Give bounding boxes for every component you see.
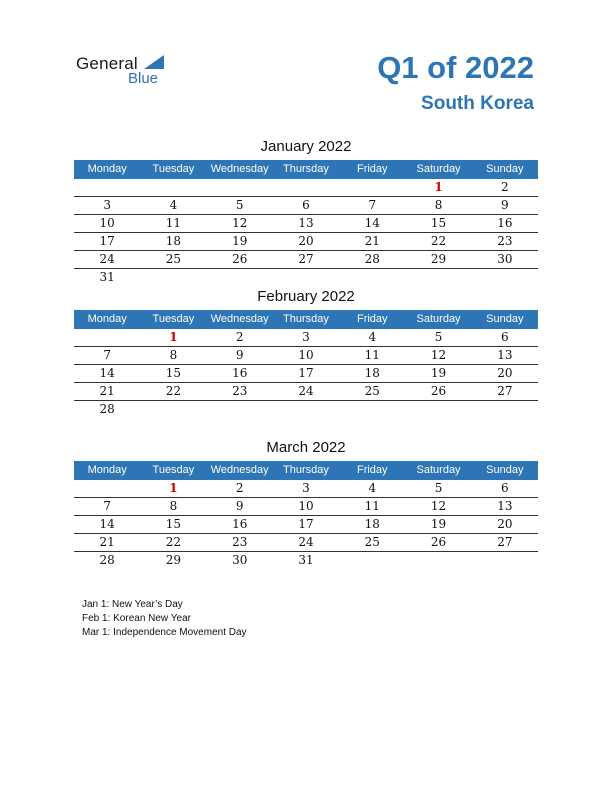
day-cell (472, 401, 538, 418)
day-cell: 4 (368, 481, 377, 495)
day-cell: 15 (165, 517, 182, 531)
day-cell: 2 (235, 330, 244, 344)
day-cell (405, 269, 471, 286)
day-cell: 25 (364, 535, 380, 549)
day-cell: 26 (232, 252, 248, 266)
day-cell (140, 269, 206, 286)
weekday-header (74, 461, 538, 480)
weekday-label: Tuesday (152, 313, 195, 325)
day-cell: 26 (430, 384, 447, 398)
day-cell: 27 (497, 535, 513, 549)
month-title: January 2022 (260, 138, 352, 155)
day-cell: 17 (99, 234, 115, 248)
day-cell: 15 (165, 366, 182, 380)
day-cell (339, 552, 405, 569)
day-cell: 9 (235, 499, 244, 513)
day-cell (74, 480, 140, 497)
weekday-label: Sunday (486, 313, 524, 325)
day-cell (472, 552, 538, 569)
day-cell: 29 (430, 252, 447, 266)
weekday-label: Saturday (416, 313, 461, 325)
day-cell: 11 (364, 348, 380, 362)
day-cell: 10 (99, 216, 115, 230)
weekday-label: Friday (356, 163, 388, 175)
day-cell: 16 (232, 366, 248, 380)
day-cell: 4 (368, 330, 377, 344)
day-cell: 29 (165, 553, 182, 567)
day-cell (273, 179, 339, 196)
day-cell: 3 (302, 330, 310, 344)
day-cell: 17 (298, 366, 314, 380)
weekday-label: Tuesday (152, 163, 195, 175)
day-cell: 7 (368, 198, 377, 212)
day-cell (273, 401, 339, 418)
weekday-label: Thursday (283, 163, 329, 175)
week-row (74, 329, 538, 347)
day-cell: 26 (430, 535, 447, 549)
day-cell: 21 (99, 384, 115, 398)
holiday-note: Feb 1: Korean New Year (82, 613, 191, 624)
day-cell: 24 (99, 252, 115, 266)
day-cell: 22 (430, 234, 447, 248)
logo (76, 54, 176, 90)
week-row (74, 516, 538, 534)
day-cell (207, 269, 273, 286)
day-cell: 28 (364, 252, 380, 266)
day-cell (140, 179, 206, 196)
month-january (74, 138, 538, 286)
week-row (74, 179, 538, 197)
month-march (74, 439, 538, 569)
day-cell: 24 (298, 535, 314, 549)
day-cell: 17 (298, 517, 314, 531)
day-cell: 30 (497, 252, 513, 266)
holiday-notes (82, 598, 247, 640)
day-cell: 19 (430, 366, 447, 380)
day-cell: 22 (165, 384, 182, 398)
week-row (74, 383, 538, 401)
weekday-label: Wednesday (210, 163, 269, 175)
day-cell: 28 (99, 402, 115, 416)
day-cell: 8 (434, 198, 443, 212)
day-cell: 5 (434, 481, 443, 495)
week-row (74, 347, 538, 365)
day-cell (405, 401, 471, 418)
day-cell: 8 (169, 499, 178, 513)
day-cell (405, 552, 471, 569)
day-cell: 5 (235, 198, 244, 212)
day-cell: 9 (235, 348, 244, 362)
week-row (74, 197, 538, 215)
weekday-label: Monday (87, 313, 127, 325)
weekday-label: Tuesday (152, 464, 195, 476)
day-cell: 27 (298, 252, 314, 266)
page-subtitle: South Korea (421, 93, 534, 114)
day-cell: 19 (430, 517, 447, 531)
day-cell: 25 (364, 384, 380, 398)
weekday-label: Saturday (416, 464, 461, 476)
day-cell: 27 (497, 384, 513, 398)
day-cell (207, 179, 273, 196)
day-cell (339, 179, 405, 196)
month-title: February 2022 (257, 288, 355, 305)
day-cell: 12 (430, 499, 447, 513)
day-cell: 22 (165, 535, 182, 549)
weekday-label: Wednesday (210, 313, 269, 325)
day-cell: 19 (232, 234, 248, 248)
day-cell: 10 (298, 499, 314, 513)
day-cell: 13 (497, 348, 513, 362)
day-cell: 23 (232, 535, 248, 549)
week-row (74, 480, 538, 498)
day-cell: 14 (364, 216, 380, 230)
day-cell (74, 329, 140, 346)
page-title: Q1 of 2022 (377, 50, 534, 85)
weekday-label: Thursday (283, 313, 329, 325)
holiday-day-cell: 1 (434, 180, 443, 194)
day-cell: 23 (497, 234, 513, 248)
weekday-label: Sunday (486, 163, 524, 175)
weekday-label: Monday (87, 464, 127, 476)
week-row (74, 233, 538, 251)
day-cell: 18 (364, 517, 380, 531)
day-cell: 12 (232, 216, 248, 230)
day-cell: 10 (298, 348, 314, 362)
week-row (74, 498, 538, 516)
month-title: March 2022 (266, 439, 346, 456)
day-cell (207, 401, 273, 418)
day-cell: 18 (165, 234, 182, 248)
day-cell: 28 (99, 553, 115, 567)
week-row (74, 534, 538, 552)
day-cell (339, 269, 405, 286)
day-cell: 6 (501, 481, 509, 495)
weekday-label: Saturday (416, 163, 461, 175)
day-cell: 7 (103, 499, 111, 513)
month-february (74, 288, 538, 418)
day-cell: 31 (298, 553, 314, 567)
day-cell: 13 (497, 499, 513, 513)
week-row (74, 401, 538, 418)
holiday-note: Jan 1: New Year’s Day (82, 599, 183, 610)
day-cell (273, 269, 339, 286)
day-cell (339, 401, 405, 418)
day-cell: 21 (99, 535, 115, 549)
day-cell: 20 (298, 234, 314, 248)
day-cell: 15 (430, 216, 447, 230)
day-cell: 6 (302, 198, 310, 212)
day-cell: 31 (99, 270, 115, 284)
day-cell: 24 (298, 384, 314, 398)
day-cell: 20 (497, 366, 513, 380)
day-cell: 8 (169, 348, 178, 362)
week-row (74, 552, 538, 569)
day-cell: 9 (501, 198, 509, 212)
holiday-day-cell: 1 (169, 330, 178, 344)
logo-text-general: General (76, 54, 138, 73)
day-cell: 2 (235, 481, 244, 495)
day-cell: 20 (497, 517, 513, 531)
week-row (74, 269, 538, 286)
weekday-label: Friday (356, 464, 388, 476)
day-cell: 16 (232, 517, 248, 531)
weekday-label: Thursday (283, 464, 329, 476)
logo-triangle-icon (144, 55, 164, 69)
day-cell: 3 (302, 481, 310, 495)
weekday-header (74, 160, 538, 179)
weekday-label: Monday (87, 163, 127, 175)
day-cell: 3 (103, 198, 111, 212)
day-cell: 11 (165, 216, 182, 230)
day-cell: 21 (364, 234, 380, 248)
day-cell: 5 (434, 330, 443, 344)
day-cell: 12 (430, 348, 447, 362)
day-cell: 4 (169, 198, 178, 212)
day-cell (472, 269, 538, 286)
day-cell: 14 (99, 517, 115, 531)
day-cell: 7 (103, 348, 111, 362)
day-cell: 18 (364, 366, 380, 380)
day-cell: 13 (298, 216, 314, 230)
week-row (74, 365, 538, 383)
week-row (74, 215, 538, 233)
weekday-label: Friday (356, 313, 388, 325)
day-cell: 14 (99, 366, 115, 380)
holiday-day-cell: 1 (169, 481, 178, 495)
logo-text-blue: Blue (128, 70, 159, 87)
day-cell: 23 (232, 384, 248, 398)
day-cell: 30 (232, 553, 248, 567)
holiday-note: Mar 1: Independence Movement Day (82, 627, 247, 638)
day-cell: 11 (364, 499, 380, 513)
day-cell: 6 (501, 330, 509, 344)
day-cell: 25 (165, 252, 182, 266)
week-row (74, 251, 538, 269)
day-cell (140, 401, 206, 418)
weekday-header (74, 310, 538, 329)
day-cell: 2 (501, 180, 509, 194)
weekday-label: Sunday (486, 464, 524, 476)
day-cell (74, 179, 140, 196)
day-cell: 16 (497, 216, 513, 230)
weekday-label: Wednesday (210, 464, 269, 476)
